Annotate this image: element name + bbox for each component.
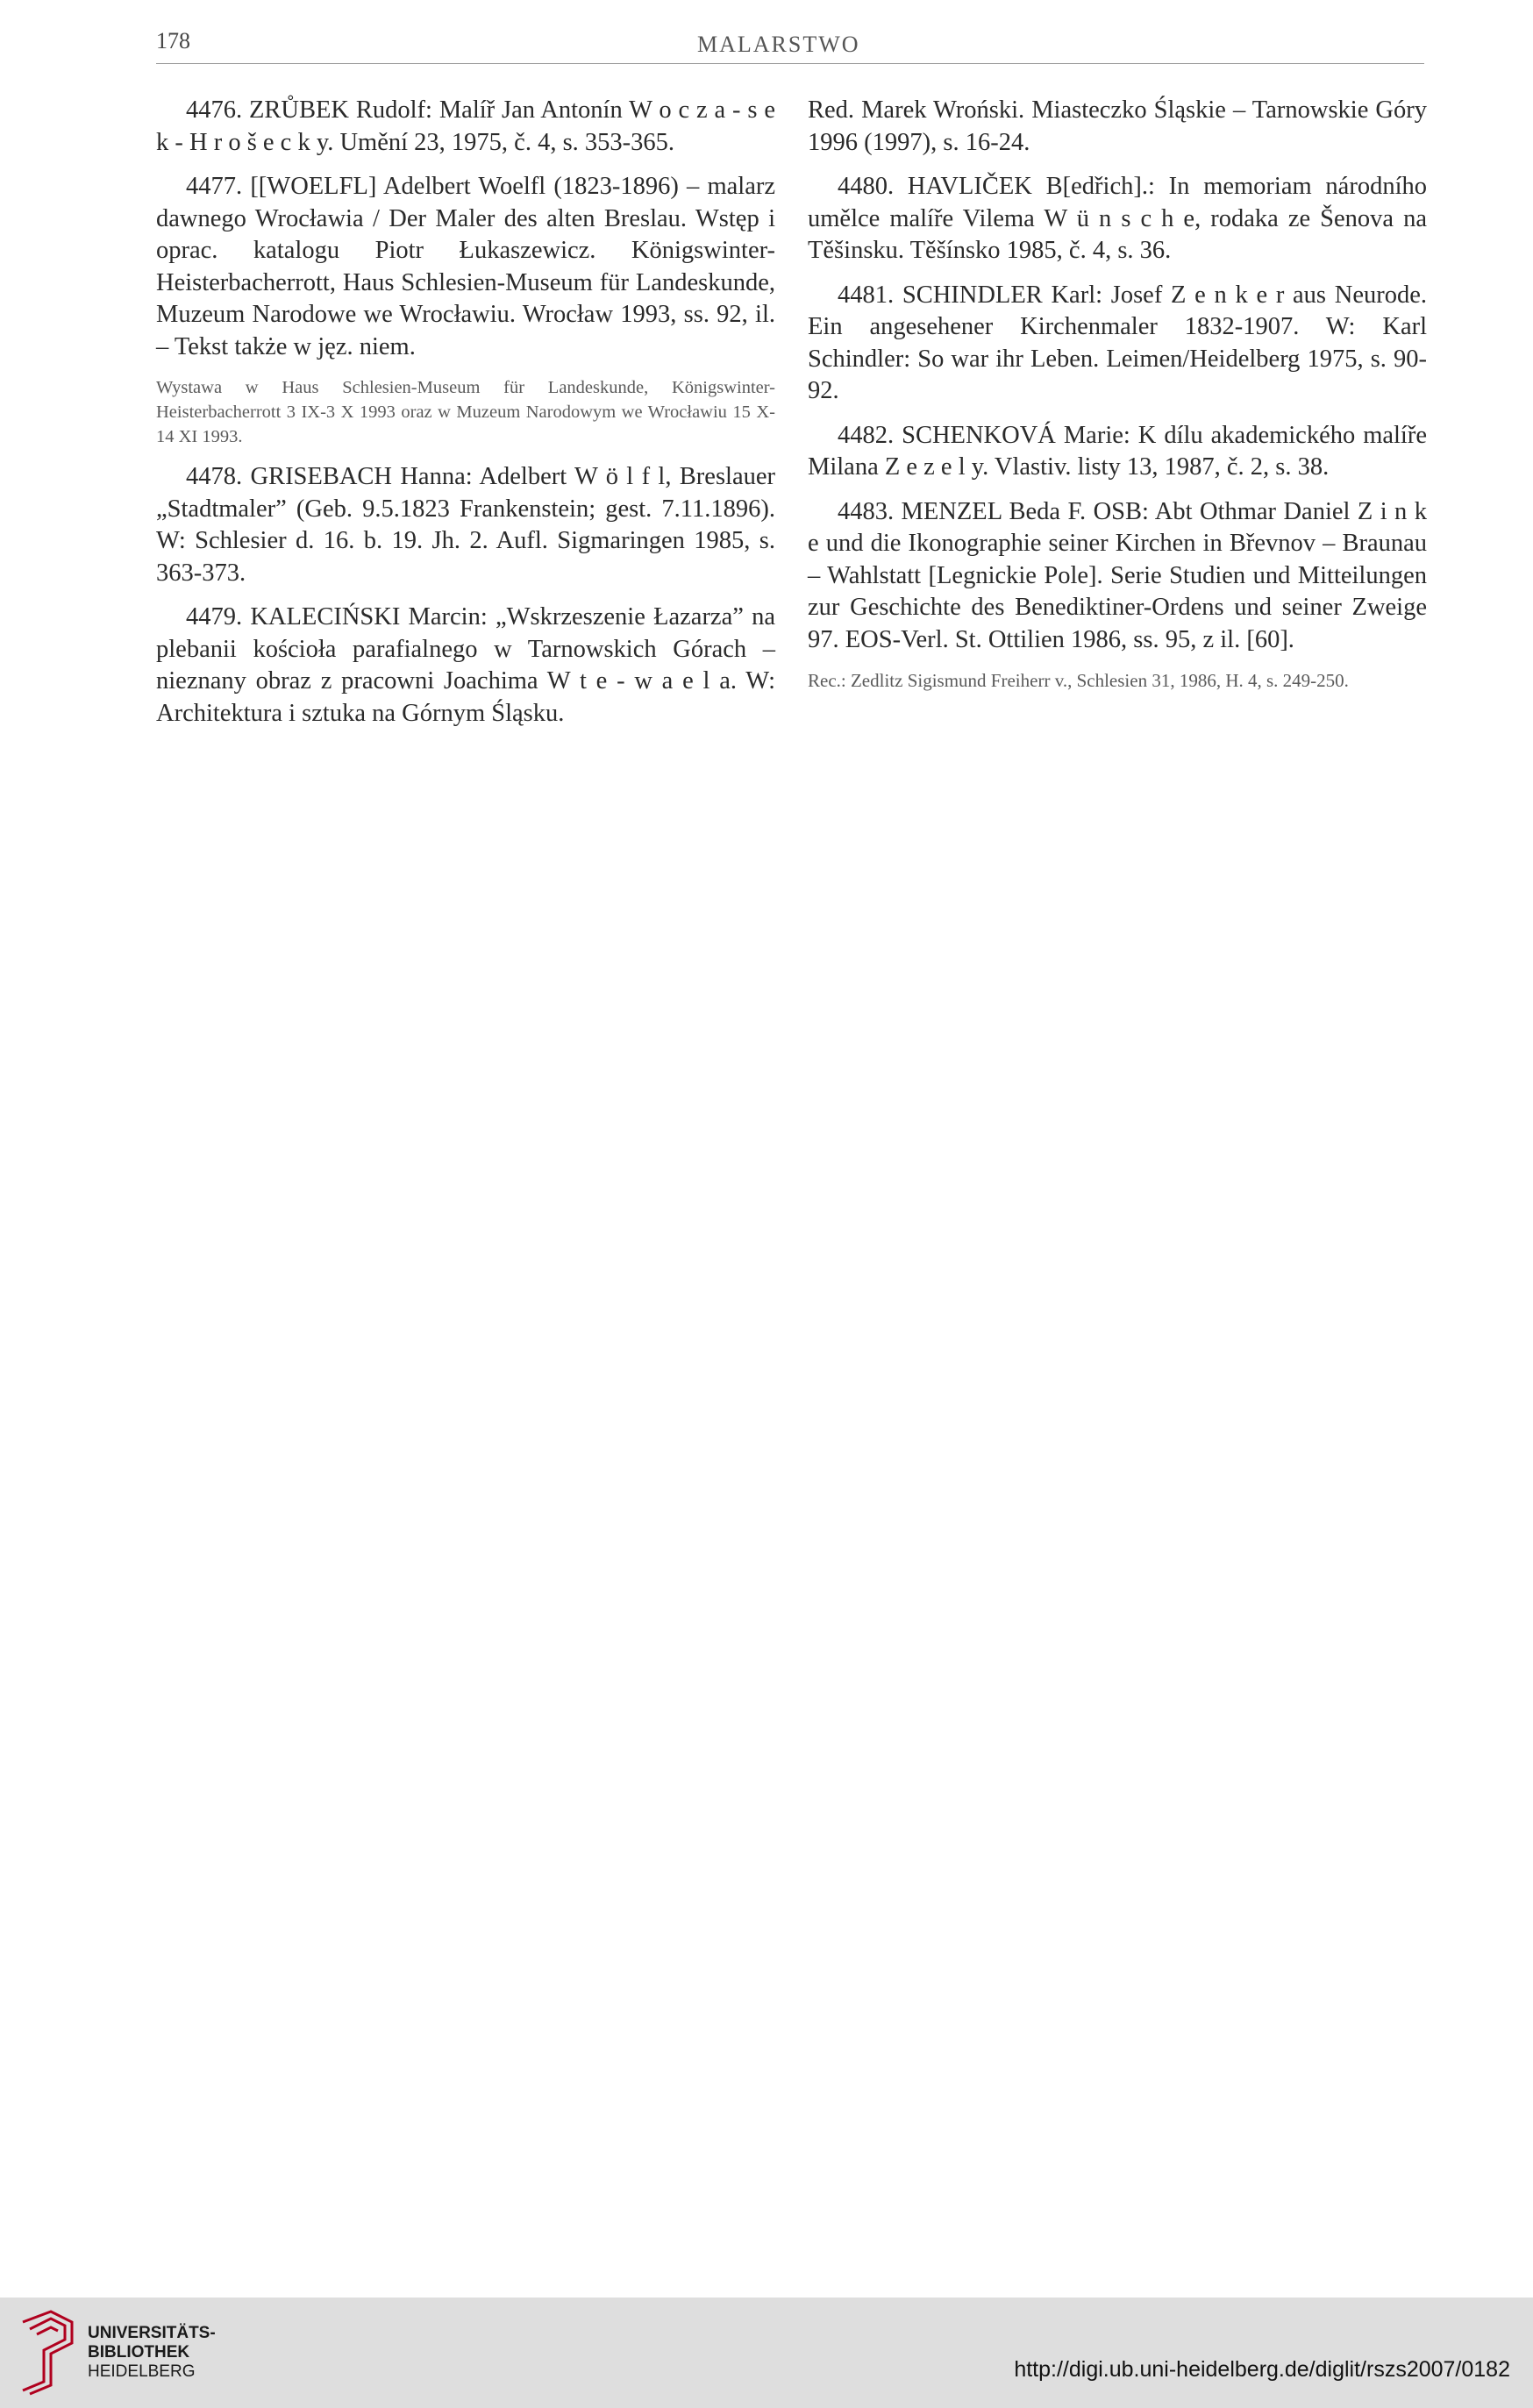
left-column (156, 95, 775, 742)
library-name-line2: BIBLIOTHEK (88, 2343, 190, 2362)
entry-4481-text: 4481. SCHINDLER Karl: Josef Z e n k e r aus Neurode. Ein angesehener Kirchenmaler 1832-1907. W: Karl Schindler: So war ihr Leben. Leimen/Heidelberg 1975, s. 90-92. (808, 281, 1427, 404)
entry-4480-text: 4480. HAVLIČEK B[edřich].: In memoriam národního umělce malíře Vilema W ü n s c h e, rodaka ze Šenova na Těšinsku. Těšínsko 1985, č. 4, s. 36. (808, 173, 1427, 264)
entry-4479-continued: Red. Marek Wroński. Miasteczko Śląskie – Tarnowskie Góry 1996 (1997), s. 16-24. (808, 96, 1427, 156)
entry-4476-text: 4476. ZRŮBEK Rudolf: Malíř Jan Antonín W o c z a - s e k - H r o š e c k y. Umění 23, 1975, č. 4, s. 353-365. (156, 96, 775, 156)
entry-4481 (808, 280, 1427, 408)
entry-4477-text: 4477. [[WOELFL] Adelbert Woelfl (1823-1896) – malarz dawnego Wrocławia / Der Maler des alten Breslau. Wstęp i oprac. katalogu Piotr Łukaszewicz. Königswinter-Heisterbacherrott, Haus Schlesien-Museum für Landeskunde, Muzeum Narodowe we Wrocławiu. Wrocław 1993, ss. 92, il. – Tekst także w jęz. niem. (156, 173, 775, 360)
entry-4480 (808, 171, 1427, 267)
entry-4482 (808, 420, 1427, 484)
library-name-line3: HEIDELBERG (88, 2362, 196, 2381)
entry-4483 (808, 496, 1427, 657)
page-number: 178 (156, 28, 190, 53)
source-url-link[interactable]: http://digi.ub.uni-heidelberg.de/diglit/rszs2007/0182 (1014, 2357, 1510, 2382)
header-rule (156, 63, 1424, 64)
entry-4479-text: 4479. KALECIŃSKI Marcin: „Wskrzeszenie Łazarza” na plebanii kościoła parafialnego w Tarnowskich Górach – nieznany obraz z pracowni Joachima W t e - w a e l a. W: Architektura i sztuka na Górnym Śląsku. (156, 603, 775, 727)
library-name (88, 2324, 216, 2382)
entry-4478 (156, 461, 775, 589)
footer-bar (0, 2298, 1533, 2408)
entry-4477 (156, 171, 775, 363)
entry-4478-text: 4478. GRISEBACH Hanna: Adelbert W ö l f l, Breslauer „Stadtmaler” (Geb. 9.5.1823 Frankenstein; gest. 7.11.1896). W: Schlesier d. 16. b. 19. Jh. 2. Aufl. Sigmaringen 1985, s. 363-373. (156, 463, 775, 587)
entry-4479 (156, 602, 775, 730)
ub-heidelberg-logo-icon (16, 2308, 79, 2397)
entry-4476 (156, 95, 775, 159)
right-column (808, 95, 1427, 705)
entry-4483-text: 4483. MENZEL Beda F. OSB: Abt Othmar Daniel Z i n k e und die Ikonographie seiner Kirchen in Břevnov – Braunau – Wahlstatt [Legnickie Pole]. Serie Studien und Mitteilungen zur Geschichte des Benediktiner-Ordens und seiner Zweige 97. EOS-Verl. St. Ottilien 1986, ss. 95, z il. [60]. (808, 497, 1427, 653)
entry-4483-review: Rec.: Zedlitz Sigismund Freiherr v., Schlesien 31, 1986, H. 4, s. 249-250. (808, 670, 1349, 691)
entry-4482-text: 4482. SCHENKOVÁ Marie: K dílu akademického malíře Milana Z e z e l y. Vlastiv. listy 13, 1987, č. 2, s. 38. (808, 421, 1427, 481)
entry-4477-note: Wystawa w Haus Schlesien-Museum für Landeskunde, Königswinter-Heisterbacherrott 3 IX-3 X 1993 oraz w Muzeum Narodowym we Wrocławiu 15 X-14 XI 1993. (156, 378, 775, 446)
library-name-line1: UNIVERSITÄTS- (88, 2324, 216, 2342)
running-head: MALARSTWO (697, 32, 860, 57)
